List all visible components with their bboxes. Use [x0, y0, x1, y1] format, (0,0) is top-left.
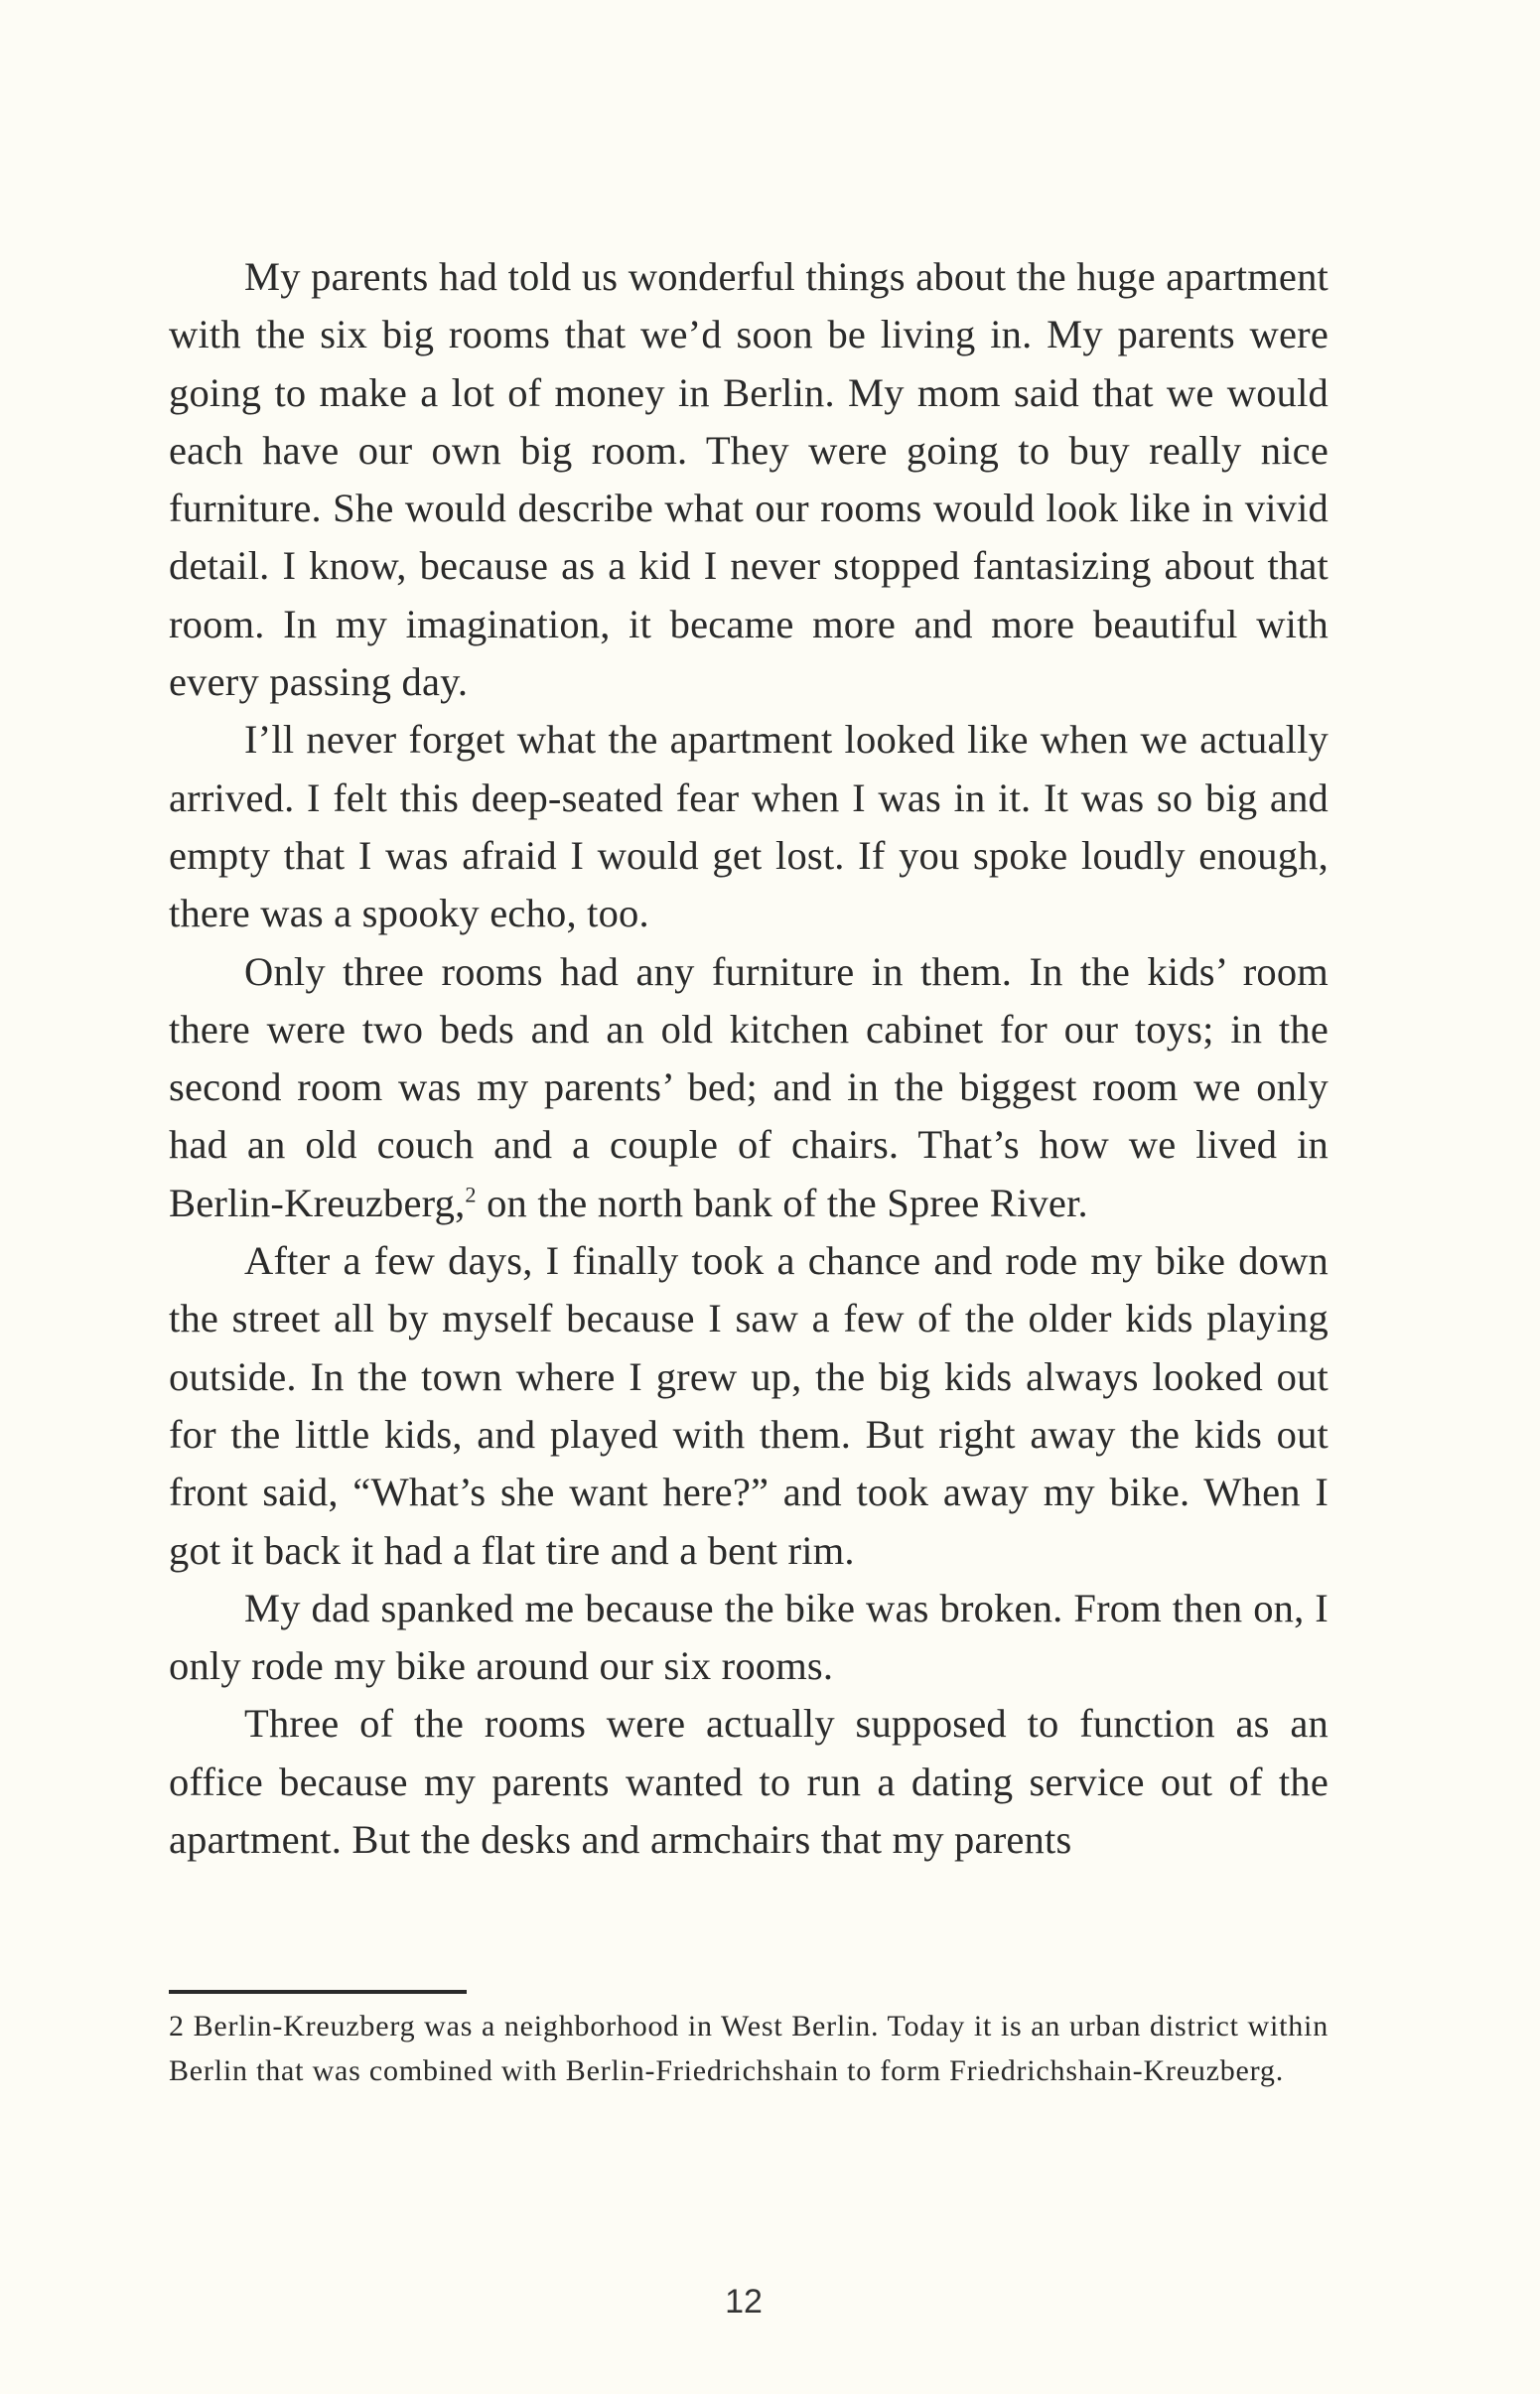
paragraph-4: After a few days, I finally took a chance and rode my bike down the street all by myself because I saw a few of the older kids playing outside. In the town where I grew up, the big kids always looked out for the little kids, and played with them. But right away the kids out front said, “What’s she want here?” and took away my bike. When I got it back it had a flat tire and a bent rim.: [169, 1238, 1329, 1573]
paragraph-6: Three of the rooms were actually supposed to function as an office because my parents wanted to run a dating service out of the apartment. But the desks and armchairs that my parents: [169, 1701, 1329, 1863]
footnote-divider: [169, 1990, 467, 1994]
paragraph-5: My dad spanked me because the bike was broken. From then on, I only rode my bike around our six rooms.: [169, 1585, 1329, 1689]
paragraph-3-text-before: Only three rooms had any furniture in them. In the kids’ room there were two beds and an old kitchen cabinet for our toys; in the second room was my parents’ bed; and in the biggest room we only had an old couch and a couple of chairs. That’s how we lived in Berlin-Kreuzberg,: [169, 948, 1329, 1225]
body-text: [169, 248, 1329, 1869]
paragraph-3-text-after: on the north bank of the Spree River.: [476, 1180, 1088, 1225]
paragraph-3: [169, 943, 1329, 1232]
footnote-reference: 2: [465, 1182, 477, 1207]
page-number: 12: [725, 2283, 763, 2321]
footnote: 2 Berlin-Kreuzberg was a neighborhood in West Berlin. Today it is an urban district within Berlin that was combined with Berlin-Friedrichshain to form Friedrichshain-Kreuzberg.: [169, 2010, 1329, 2087]
paragraph-1: My parents had told us wonderful things about the huge apartment with the six big rooms that we’d soon be living in. My parents were going to make a lot of money in Berlin. My mom said that we would each have our own big room. They were going to buy really nice furniture. She would describe what our rooms would look like in vivid detail. I know, because as a kid I never stopped fantasizing about that room. In my imagination, it became more and more beautiful with every passing day.: [169, 254, 1329, 705]
paragraph-2: I’ll never forget what the apartment looked like when we actually arrived. I felt this deep-seated fear when I was in it. It was so big and empty that I was afraid I would get lost. If you spoke loudly enough, there was a spooky echo, too.: [169, 717, 1329, 936]
